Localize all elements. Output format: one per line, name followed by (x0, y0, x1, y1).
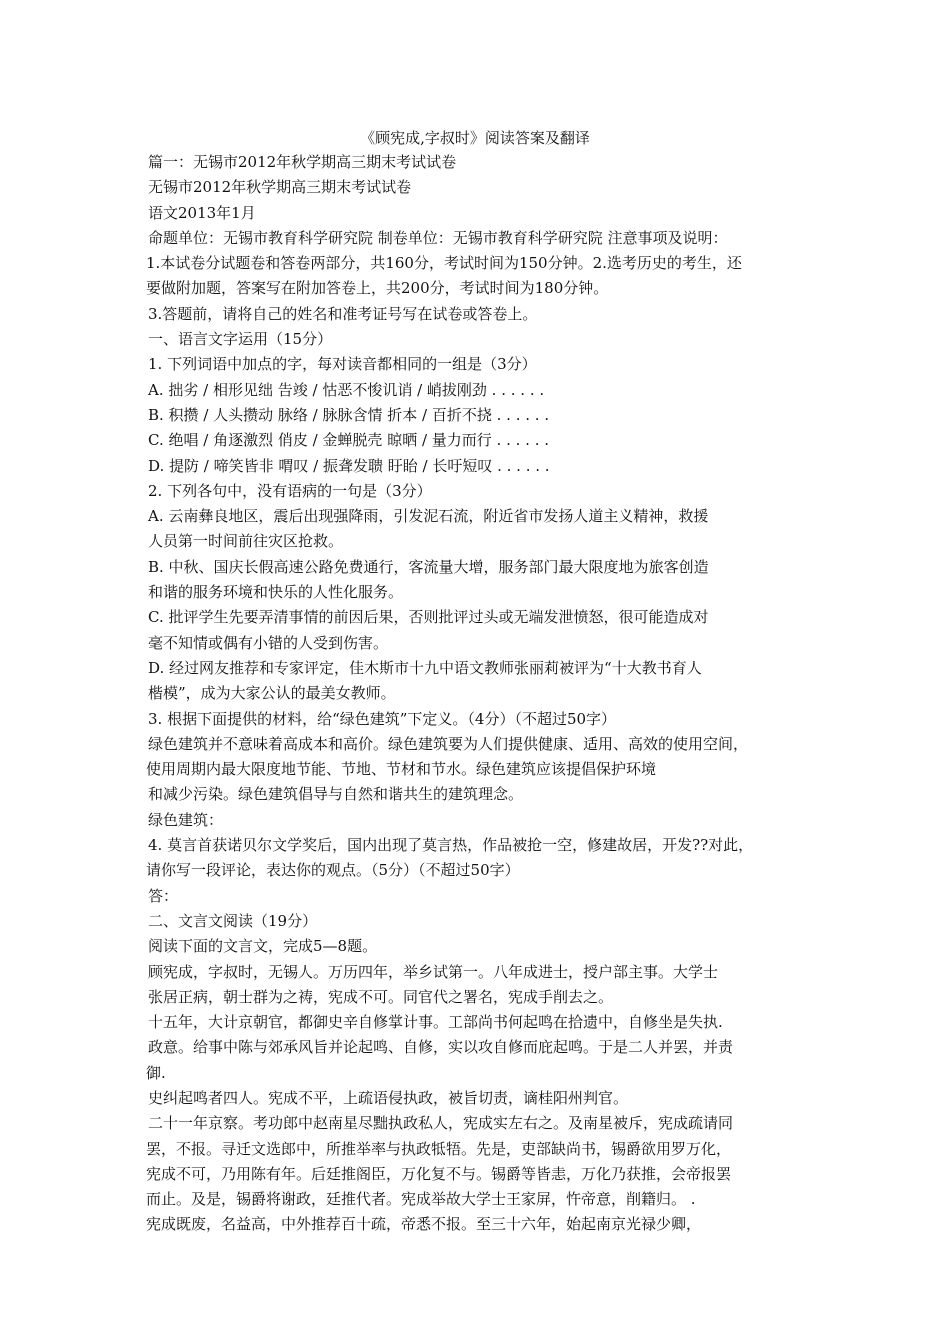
text-line: 使用周期内最大限度地节能、节地、节材和节水。绿色建筑应该提倡保护环境 (146, 760, 657, 779)
option-line: D. 经过网友推荐和专家评定，佳木斯市十九中语文教师张丽莉被评为“十大教书育人 (148, 658, 702, 677)
text-line: 御. (146, 1063, 166, 1082)
question-line: 3. 根据下面提供的材料，给“绿色建筑”下定义。（4分）（不超过50字） (148, 709, 617, 728)
text-line: 无锡市2012年秋学期高三期末考试试卷 (148, 178, 412, 197)
option-line: D. 提防 / 啼笑皆非 喟叹 / 振聋发聩 盱眙 / 长吁短叹 . . . . . . (148, 456, 550, 475)
question-line: 2. 下列各句中，没有语病的一句是（3分） (148, 481, 432, 500)
document-title: 《顾宪成,字叔时》阅读答案及翻译 (360, 129, 590, 147)
section-heading: 二、文言文阅读（19分） (148, 911, 318, 930)
text-line: 命题单位：无锡市教育科学研究院 制卷单位：无锡市教育科学研究院 注意事项及说明： (148, 228, 728, 247)
text-line: 二十一年京察。考功郎中赵南星尽黜执政私人，宪成实左右之。及南星被斥，宪成疏请同 (148, 1114, 734, 1133)
question-line: 4. 莫言首获诺贝尔文学奖后，国内出现了莫言热，作品被抢一空，修建故居，开发??对此， (148, 836, 754, 855)
text-line: 顾宪成，字叔时，无锡人。万历四年，举乡试第一。八年成进士，授户部主事。大学士 (148, 962, 719, 981)
text-line: 楷模”，成为大家公认的最美女教师。 (148, 684, 396, 703)
option-line: C. 批评学生先要弄清事情的前因后果，否则批评过头或无端发泄愤怒，很可能造成对 (148, 608, 709, 627)
text-line: 语文2013年1月 (148, 203, 256, 222)
text-line: 人员第一时间前往灾区抢救。 (148, 532, 344, 551)
text-line: 要做附加题，答案写在附加答卷上，共200分，考试时间为180分钟。 (146, 279, 609, 298)
text-line: 十五年，大计京朝官，都御史辛自修掌计事。工部尚书何起鸣在拾遗中，自修坐是失执. (148, 1013, 723, 1032)
text-line: 请你写一段评论，表达你的观点。（5分）（不超过50字） (146, 861, 520, 880)
text-line: 和谐的服务环境和快乐的人性化服务。 (148, 583, 404, 602)
option-line: C. 绝唱 / 角逐激烈 俏皮 / 金蝉脱壳 晾晒 / 量力而行 . . . . . . (148, 431, 550, 450)
section-heading: 一、语言文字运用（15分） (148, 330, 333, 349)
text-line: 和减少污染。绿色建筑倡导与自然和谐共生的建筑理念。 (148, 785, 524, 804)
question-line: 1. 下列词语中加点的字，每对读音都相同的一组是（3分） (148, 355, 537, 374)
text-line: 毫不知情或偶有小错的人受到伤害。 (148, 633, 389, 652)
text-line: 宪成不可，乃用陈有年。后廷推阁臣，万化复不与。锡爵等皆恚，万化乃获推，会帝报罢 (146, 1164, 732, 1183)
text-line: 绿色建筑： (148, 810, 224, 829)
option-line: B. 中秋、国庆长假高速公路免费通行，客流量大增，服务部门最大限度地为旅客创造 (148, 557, 709, 576)
text-line: 张居正病，朝士群为之祷，宪成不可。同官代之署名，宪成手削去之。 (148, 987, 614, 1006)
option-line: B. 积攒 / 人头攒动 脉络 / 脉脉含情 折本 / 百折不挠 . . . . . . (148, 405, 550, 424)
option-line: A. 云南彝良地区，震后出现强降雨，引发泥石流，附近省市发扬人道主义精神，救援 (148, 507, 709, 526)
text-line: 而止。及是，锡爵将谢政，廷推代者。宪成举故大学士王家屏，忤帝意，削籍归。 . (146, 1190, 696, 1209)
text-line: 宪成既废，名益高，中外推荐百十疏，帝悉不报。至三十六年，始起南京光禄少卿， (146, 1215, 702, 1234)
text-line: 政意。给事中陈与郊承风旨并论起鸣、自修，实以攻自修而庇起鸣。于是二人并罢，并责 (148, 1038, 734, 1057)
text-line: 答： (148, 886, 179, 905)
text-line: 阅读下面的文言文，完成5—8题。 (148, 937, 378, 956)
text-line: 史纠起鸣者四人。宪成不平，上疏语侵执政，被旨切责，谪桂阳州判官。 (148, 1088, 629, 1107)
option-line: A. 拙劣 / 相形见绌 告竣 / 怙恶不悛讥诮 / 峭拔刚劲 . . . . . . (148, 380, 545, 399)
document-body (146, 150, 818, 1238)
text-line: 1.本试卷分试题卷和答卷两部分，共160分，考试时间为150分钟。2.选考历史的考生，还 (146, 254, 742, 273)
text-line: 绿色建筑并不意味着高成本和高价。绿色建筑要为人们提供健康、适用、高效的使用空间， (148, 734, 749, 753)
text-line: 篇一：无锡市2012年秋学期高三期末考试试卷 (148, 153, 457, 171)
text-line: 3.答题前，请将自己的姓名和准考证号写在试卷或答卷上。 (148, 304, 538, 323)
text-line: 罢，不报。寻迁文选郎中，所推举率与执政牴牾。先是，吏部缺尚书，锡爵欲用罗万化， (146, 1139, 732, 1158)
